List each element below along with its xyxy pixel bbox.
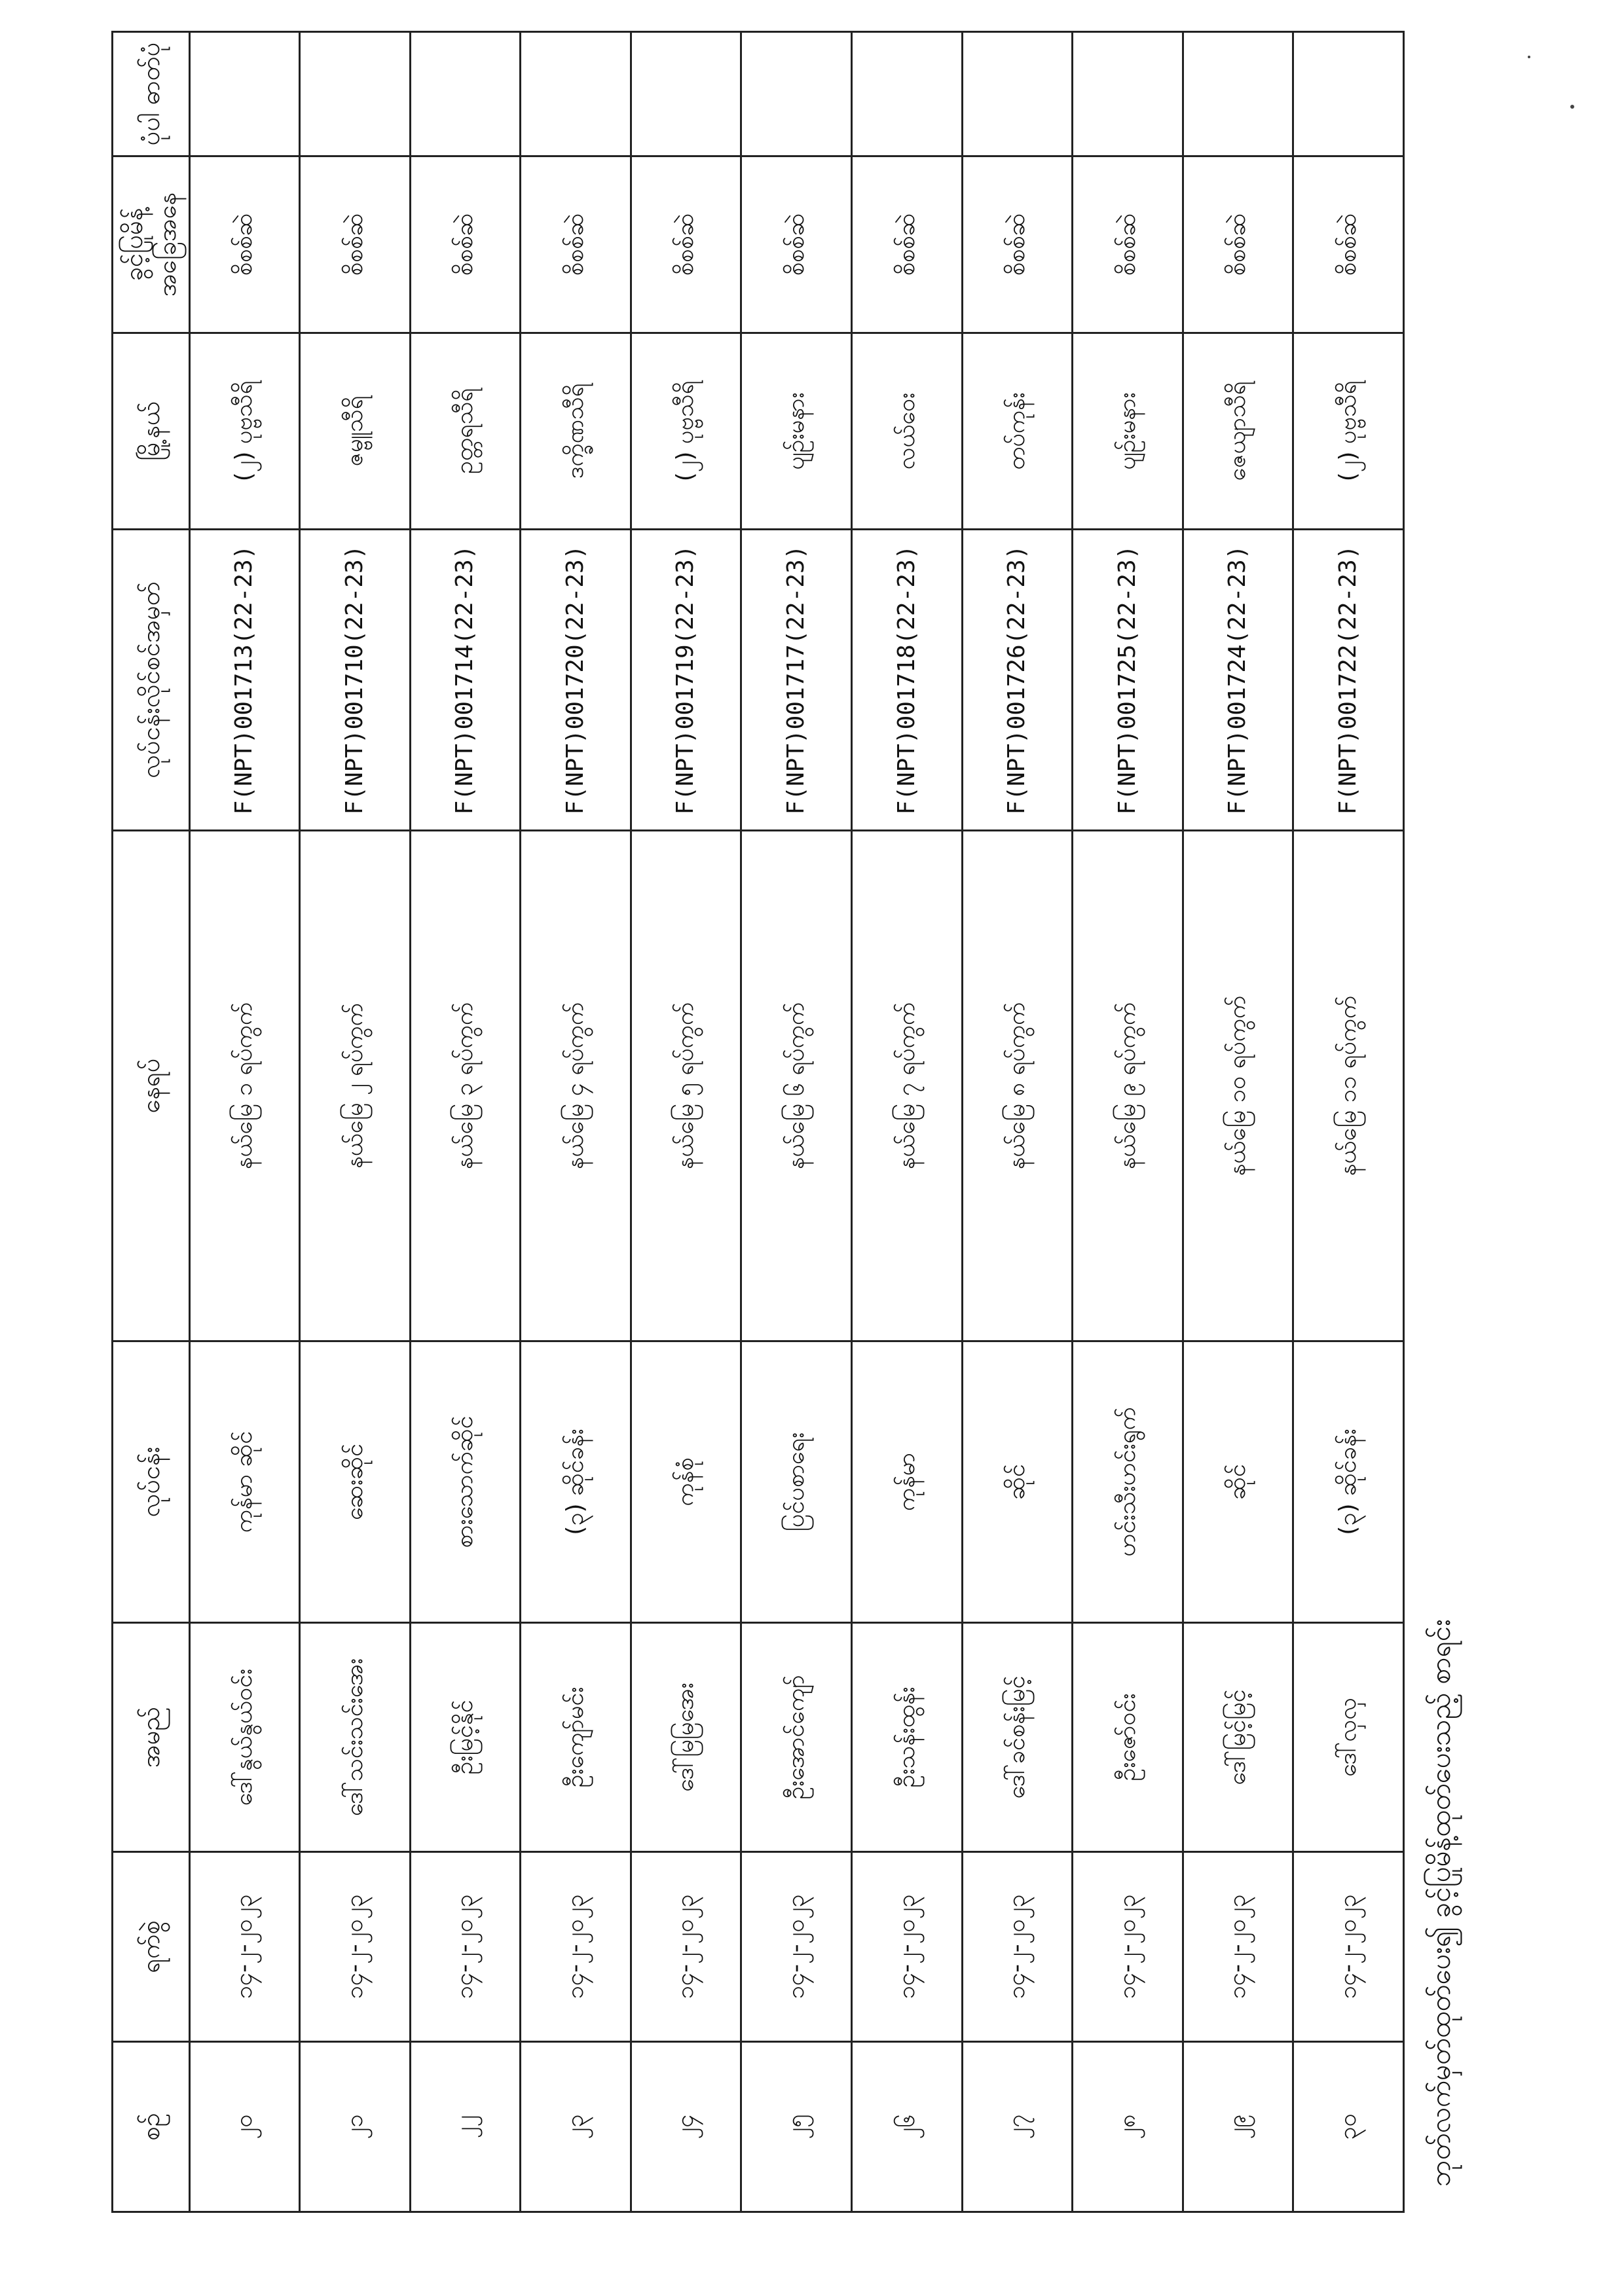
header-row (113, 32, 190, 2212)
cell-date: ၁၄-၂-၂၀၂၃ (631, 1852, 741, 2042)
col-header-name: အမည် (113, 1623, 190, 1852)
cell-status: စိစစ်ဆဲ (852, 156, 963, 333)
cell-serial: ၂၉ (1183, 2042, 1293, 2212)
cell-photo (852, 32, 963, 156)
cell-photo (189, 32, 300, 156)
cell-date: ၁၄-၂-၂၀၂၃ (852, 1852, 963, 2042)
table-row (521, 32, 631, 2212)
cell-serial: ၂၈ (1073, 2042, 1183, 2212)
cell-case-no: F(NPT)001726(22-23) (962, 530, 1073, 831)
cell-serial: ၂၄ (631, 2042, 741, 2212)
cell-status: စိစစ်ဆဲ (1073, 156, 1183, 333)
cell-township: ပျဉ်းမနား (741, 333, 852, 530)
cell-business: ဟင်းသီးဟင်းရွက် (1073, 1341, 1183, 1623)
cell-photo (1073, 32, 1183, 156)
table-row (741, 32, 852, 2212)
cell-business: ကုန်မာ (852, 1341, 963, 1623)
col-header-address: နေရပ် (113, 831, 190, 1341)
cell-case-no: F(NPT)001713(22-23) (189, 530, 300, 831)
cell-case-no: F(NPT)001720(22-23) (521, 530, 631, 831)
col-header-no: ပုံပါ ဓာတ်ပုံ (113, 32, 190, 156)
cell-case-no: F(NPT)001724(22-23) (1183, 530, 1293, 831)
cell-name: ဒေါ်မြင့်မြင့် (1183, 1623, 1293, 1852)
cell-township: ဇေယျာသီရိ (1183, 333, 1293, 530)
cell-name: ဦးသန်းထွန်း (852, 1623, 963, 1852)
cell-address: နယ်မြေ ၇ ရပ်ကွက် (852, 831, 963, 1341)
cell-serial: ၂၂ (410, 2042, 521, 2212)
col-header-township: မြို့နယ် (113, 333, 190, 530)
table-row (852, 32, 963, 2212)
cell-date: ၁၄-၂-၂၀၂၃ (300, 1852, 411, 2042)
rotated-content (111, 33, 1500, 2213)
col-header-serial: စဉ် (113, 2042, 190, 2212)
cell-business: ပြင်ပစာရေး (741, 1341, 852, 1623)
cell-status: စိစစ်ဆဲ (300, 156, 411, 333)
cell-business: ဆေးဆိုင် (300, 1341, 411, 1623)
cell-date: ၁၄-၂-၂၀၂၃ (1073, 1852, 1183, 2042)
cell-township: (၂) ပုဗ္ဗသီရိ (1293, 333, 1404, 530)
table-row (1293, 32, 1404, 2212)
cell-case-no: F(NPT)001722(22-23) (1293, 530, 1404, 831)
cell-status: စိစစ်ဆဲ (631, 156, 741, 333)
cell-address: နယ်မြေ ၈ ရပ်ကွက် (962, 831, 1073, 1341)
cell-serial: ၂၅ (741, 2042, 852, 2212)
cell-photo (410, 32, 521, 156)
cell-case-no: F(NPT)001717(22-23) (741, 530, 852, 831)
cell-serial: ၂၆ (852, 2042, 963, 2212)
cell-business: ဆိုင် (1183, 1341, 1293, 1623)
cell-status: စိစစ်ဆဲ (962, 156, 1073, 333)
cell-case-no: F(NPT)001710(22-23) (300, 530, 411, 831)
cell-status: စိစစ်ဆဲ (189, 156, 300, 333)
cell-status: စိစစ်ဆဲ (1183, 156, 1293, 333)
col-header-case-no: လုပ်ငန်းလိုင်စင်အမှတ် (113, 530, 190, 831)
cell-photo (521, 32, 631, 156)
cell-address: နယ်မြေ ၉ ရပ်ကွက် (1073, 831, 1183, 1341)
cell-name: ဒေါ်နွယ်နွယ်ဝင်း (189, 1623, 300, 1852)
cell-case-no: F(NPT)001714(22-23) (410, 530, 521, 831)
register-table (111, 31, 1405, 2213)
cell-status: စိစစ်ဆဲ (741, 156, 852, 333)
table-row (631, 32, 741, 2212)
table-row (1073, 32, 1183, 2212)
table-row (189, 32, 300, 2212)
cell-township: ပျဉ်းမနား (1073, 333, 1183, 530)
cell-name: ဒေါ်လှလှ (1293, 1623, 1404, 1852)
cell-date: ၁၄-၂-၂၀၂၃ (189, 1852, 300, 2042)
cell-serial: ၃၀ (1293, 2042, 1404, 2212)
cell-business: ဆိုင် (962, 1341, 1073, 1623)
cell-serial: ၂၀ (189, 2042, 300, 2212)
cell-serial: ၂၃ (521, 2042, 631, 2212)
cell-township: ဒက္ခိဏသီရိ (521, 333, 631, 530)
col-header-date: ရက်စွဲ (113, 1852, 190, 2042)
cell-name: ဦးမြင့်နိုင် (410, 1623, 521, 1852)
cell-township: (၂) ပုဗ္ဗသီရိ (189, 333, 300, 530)
cell-status: စိစစ်ဆဲ (1293, 156, 1404, 333)
cell-name: ဒေါ်မြမြအေး (631, 1623, 741, 1852)
cell-date: ၁၄-၂-၂၀၂၃ (741, 1852, 852, 2042)
cell-serial: ၂၇ (962, 2042, 1073, 2212)
cell-name: ဦးကျော်မင်း (521, 1623, 631, 1852)
cell-photo (1293, 32, 1404, 156)
cell-business: ကုန်မာ ဆိုင် (189, 1341, 300, 1623)
cell-address: နယ်မြေ ၃ ရပ်ကွက် (410, 831, 521, 1341)
cell-name: ဦးဇော်ဝင်း (1073, 1623, 1183, 1852)
cell-business: (၃) ဆိုင်ခန်း (1293, 1341, 1404, 1623)
col-header-business: လုပ်ငန်း (113, 1341, 190, 1623)
cell-status: စိစစ်ဆဲ (521, 156, 631, 333)
cell-photo (300, 32, 411, 156)
cell-township: လယ်ဝေး (852, 333, 963, 530)
cell-business: ကုန်စုံ (631, 1341, 741, 1623)
cell-date: ၁၄-၂-၂၀၂၃ (1183, 1852, 1293, 2042)
cell-township: (၂) ပုဗ္ဗသီရိ (631, 333, 741, 530)
scan-speck (1528, 56, 1530, 58)
cell-photo (631, 32, 741, 156)
cell-address: နယ်မြေ ၄ ရပ်ကွက် (521, 831, 631, 1341)
col-header-status: ခွင့်ပြုမိန့် အခြေအနေ (113, 156, 190, 333)
cell-photo (962, 32, 1073, 156)
cell-name: ဒေါ်ခင်စန်းမြင့် (962, 1623, 1073, 1852)
cell-address: နယ်မြေ ၁၁ ရပ်ကွက် (1293, 831, 1404, 1341)
cell-serial: ၂၁ (300, 2042, 411, 2212)
cell-address: နယ်မြေ ၁ ရပ်ကွက် (189, 831, 300, 1341)
cell-name: ဒေါ်သင်းသင်းအေး (300, 1623, 411, 1852)
cell-name: ဦးအောင်ကျော် (741, 1623, 852, 1852)
cell-address: နယ်မြေ ၅ ရပ်ကွက် (631, 831, 741, 1341)
table-row (300, 32, 411, 2212)
cell-address: နယ်မြေ ၂ ရပ်ကွက် (300, 831, 411, 1341)
cell-photo (741, 32, 852, 156)
cell-case-no: F(NPT)001725(22-23) (1073, 530, 1183, 831)
cell-status: စိစစ်ဆဲ (410, 156, 521, 333)
cell-case-no: F(NPT)001718(22-23) (852, 530, 963, 831)
cell-date: ၁၄-၂-၂၀၂၃ (962, 1852, 1073, 2042)
cell-address: နယ်မြေ ၁၀ ရပ်ကွက် (1183, 831, 1293, 1341)
cell-case-no: F(NPT)001719(22-23) (631, 530, 741, 831)
cell-township: ဥတ္တရသီရိ (410, 333, 521, 530)
document-title: ဘုတ်လက်မှတ်ထုတ်ပေး၍ ခွင့်ပြုမိန့်ထုတ်ပေးသည့် စာရင်း (1424, 1619, 1456, 2187)
cell-township: တပ်ကုန်း (962, 333, 1073, 530)
cell-date: ၁၄-၂-၂၀၂၃ (521, 1852, 631, 2042)
cell-date: ၁၄-၂-၂၀၂၃ (410, 1852, 521, 2042)
cell-date: ၁၄-၂-၂၀၂၃ (1293, 1852, 1404, 2042)
cell-address: နယ်မြေ ၆ ရပ်ကွက် (741, 831, 852, 1341)
cell-business: (၃) ဆိုင်ခန်း (521, 1341, 631, 1623)
cell-township: ဇမ္ဗူသီရိ (300, 333, 411, 530)
table-row (962, 32, 1073, 2212)
cell-photo (1183, 32, 1293, 156)
scan-speck (1570, 105, 1574, 109)
cell-business: စားသောက်ဆိုင် (410, 1341, 521, 1623)
table-row (410, 32, 521, 2212)
table-row (1183, 32, 1293, 2212)
